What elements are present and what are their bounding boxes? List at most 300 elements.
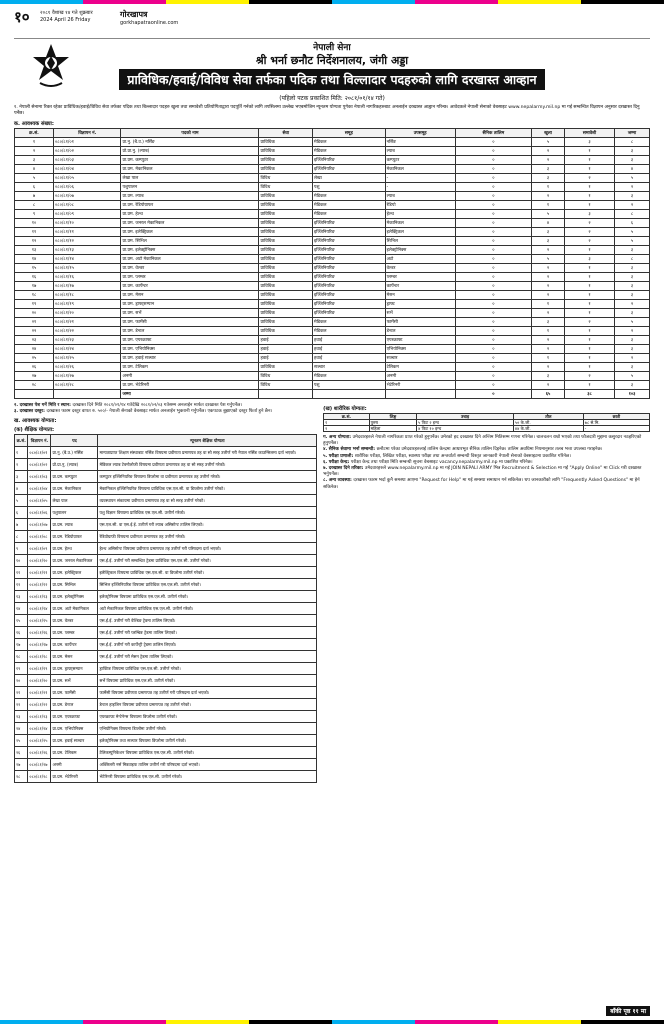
- physical-header-cell: उचाइ: [417, 414, 514, 420]
- note-text: उमेदवारहरुले www.nepalarmy.mil.np मा गई JOIN NEPALI ARMY भित्र Recruitment & Selection मा गई "Apply Online" मा Click गरी दरखास्त भर्नुपर्नेछ।: [323, 466, 642, 478]
- vacancy-cell: ३: [532, 237, 565, 246]
- vacancy-cell: १९: [15, 300, 54, 309]
- qualification-cell: भेटेरिनरी विषयमा प्राविधिक एस.एल.सी. उत्तीर्ण गरेको।: [98, 771, 317, 783]
- vacancy-cell: ०८०/८१/१९: [54, 300, 121, 309]
- vacancy-cell: १: [532, 300, 565, 309]
- vacancy-cell: ल्याब: [385, 147, 455, 156]
- qualification-row: [15, 459, 317, 471]
- vacancy-cell: प्राविधिक: [259, 165, 313, 174]
- qualification-cell: ०८०/८१/११: [28, 567, 51, 579]
- vacancy-cell: ३: [15, 156, 54, 165]
- vacancy-cell: १: [564, 273, 614, 282]
- vacancy-cell: प्रा.प्रम. ल्याब: [121, 192, 259, 201]
- vacancy-cell: ०: [455, 264, 531, 273]
- color-swatch: [83, 1020, 166, 1024]
- vacancy-cell: ०८०/८१/२७: [54, 372, 121, 381]
- note-heading: ३. दरखास्त दस्तुर:: [14, 409, 47, 415]
- vacancy-cell: प्रा.प्रम. जनरल मेकानिकल: [121, 219, 259, 228]
- vacancy-row: [15, 147, 650, 156]
- vacancy-cell: १: [564, 381, 614, 390]
- vacancy-cell: १७: [15, 282, 54, 291]
- vacancy-cell: इलेक्ट्रोनिक्स: [385, 246, 455, 255]
- vacancy-row: [15, 318, 650, 327]
- qualification-row: [15, 771, 317, 783]
- vacancy-cell: २: [615, 300, 650, 309]
- qualification-row: [15, 519, 317, 531]
- vacancy-cell: २: [532, 363, 565, 372]
- color-swatch: [415, 1020, 498, 1024]
- note-text: शारीरिक परीक्षा, लिखित परीक्षा, स्वास्थ्य परीक्षा तथा अन्तर्वार्ता सम्बन्धी विस्तृत जानकारी नेपाली सेनाको वेबसाइटमा प्रकाशित गरिनेछ।: [354, 453, 571, 459]
- vacancy-cell: ०८०/८१/१८: [54, 291, 121, 300]
- qualification-cell: एस.ई.ई. उत्तीर्ण गरी सम्बन्धित ट्रेडमा प्राविधिक एस.एल.सी. उत्तीर्ण गरेको।: [98, 555, 317, 567]
- vacancy-cell: ४: [532, 219, 565, 228]
- section-b-label: ख. आवश्यक योग्यता:: [14, 418, 57, 425]
- vacancy-cell: ०: [455, 273, 531, 282]
- qualification-cell: ०८०/८१/२६: [28, 747, 51, 759]
- vacancy-cell: प्राविधिक: [259, 147, 313, 156]
- qualification-cell: ४: [15, 483, 28, 495]
- vacancy-cell: अनमी: [385, 372, 455, 381]
- color-swatch: [166, 0, 249, 4]
- note-text: परीक्षा केन्द्र तथा परीक्षा मिति सम्बन्धी सूचना वेबसाइट vacancy.nepalarmy.mil.np मा प्रकाशित गरिनेछ।: [350, 459, 533, 465]
- qualification-cell: १२: [15, 579, 28, 591]
- vacancy-cell: ३: [532, 165, 565, 174]
- vacancy-cell: ०८०/८१/२५: [54, 354, 121, 363]
- note-heading: २. दरखास्त पेश गर्ने मिति र स्थान:: [14, 403, 73, 408]
- vacancy-row: [15, 354, 650, 363]
- vacancy-cell: १४: [15, 255, 54, 264]
- vacancy-cell: प्रा.प्रम. एयरक्राफ्ट: [121, 336, 259, 345]
- date-english: 2024 April 26 Friday: [40, 17, 91, 23]
- qualification-cell: प्रा.प्रम. रेडियोग्राफर: [51, 531, 98, 543]
- vacancy-cell: हवाई: [313, 345, 386, 354]
- vacancy-cell: २: [564, 318, 614, 327]
- qualification-cell: एयरक्राफ्ट मेन्टेनेन्स विषयमा डिप्लोमा उत्तीर्ण गरेको।: [98, 711, 317, 723]
- vacancy-header-cell: विज्ञापन नं.: [54, 129, 121, 138]
- color-swatch: [332, 0, 415, 4]
- vacancy-cell: ५: [532, 138, 565, 147]
- vacancy-cell: २: [532, 309, 565, 318]
- physical-cell: पुरुष: [369, 420, 416, 426]
- qualification-cell: ०८०/८१/०३: [28, 471, 51, 483]
- vacancy-total-cell: [385, 390, 455, 399]
- note-heading: ४. सैनिक सेवामा भर्ना सम्बन्धी:: [323, 447, 377, 453]
- vacancy-cell: प्रा.प्रम. सर्भे: [121, 309, 259, 318]
- color-registration-strip-bottom: [0, 1020, 664, 1024]
- vacancy-total-cell: जम्मा: [121, 390, 259, 399]
- qualification-header-cell: न्यूनतम शैक्षिक योग्यता: [98, 435, 317, 447]
- qualification-cell: प्रा.प्रम. कम्प्युटर: [51, 471, 98, 483]
- vacancy-row: [15, 309, 650, 318]
- qualification-row: [15, 507, 317, 519]
- qualification-cell: ०८०/८१/२२: [28, 699, 51, 711]
- qualification-row: [15, 675, 317, 687]
- vacancy-cell: सर्भे: [385, 309, 455, 318]
- vacancy-cell: ३: [615, 291, 650, 300]
- qualification-cell: ०८०/८१/२८: [28, 771, 51, 783]
- qualification-table: [14, 434, 317, 783]
- vacancy-total-row: [15, 390, 650, 399]
- vacancy-total-cell: ६५: [532, 390, 565, 399]
- qualification-cell: प्रा.प्रम. कार्पेन्टर: [51, 639, 98, 651]
- vacancy-cell: ०: [455, 336, 531, 345]
- vacancy-cell: प्राविधिक: [259, 219, 313, 228]
- vacancy-cell: टेलिकम: [385, 363, 455, 372]
- vacancy-cell: १: [564, 183, 614, 192]
- qualification-cell: २८: [15, 771, 28, 783]
- vacancy-cell: विविध: [259, 372, 313, 381]
- vacancy-cell: कार्पेन्टर: [385, 282, 455, 291]
- vacancy-cell: ०८०/८१/२८: [54, 381, 121, 390]
- vacancy-cell: फार्मेसी: [385, 318, 455, 327]
- vacancy-row: [15, 273, 650, 282]
- physical-cell: ५ फिट २ इन्च: [417, 420, 514, 426]
- vacancy-cell: ८: [615, 138, 650, 147]
- vacancy-cell: १: [564, 264, 614, 273]
- vacancy-cell: ५: [615, 174, 650, 183]
- vacancy-cell: ०: [455, 354, 531, 363]
- vacancy-row: [15, 300, 650, 309]
- qualification-cell: प्रा.नु. (बै.उ.) नर्सिङ: [51, 447, 98, 459]
- vacancy-cell: इञ्जिनियरिङ: [313, 309, 386, 318]
- vacancy-cell: प्रा.प्रम. अटो मेकानिकल: [121, 255, 259, 264]
- qualification-cell: मेकानिकल इञ्जिनियरिङ विषयमा प्राविधिक एस.एल.सी. वा डिप्लोमा उत्तीर्ण गरेको।: [98, 483, 317, 495]
- qualification-cell: हेल्थ असिस्टेन्ट विषयमा प्रवीणता प्रमाणपत्र तह उत्तीर्ण गरी परिषदमा दर्ता भएको।: [98, 543, 317, 555]
- vacancy-cell: प्रो.प्रा.नु. (ल्याब): [121, 147, 259, 156]
- qualification-cell: ०८०/८१/१०: [28, 555, 51, 567]
- org-name: नेपाली सेना: [313, 43, 351, 53]
- vacancy-cell: प्राविधिक: [259, 246, 313, 255]
- qualification-cell: ०८०/८१/०४: [28, 483, 51, 495]
- vacancy-cell: २: [532, 336, 565, 345]
- vacancy-header-cell: खुला: [532, 129, 565, 138]
- vacancy-cell: १: [564, 309, 614, 318]
- vacancy-header-cell: क्र.सं.: [15, 129, 54, 138]
- physical-table-title: (ख) शारीरिक योग्यता:: [323, 406, 367, 412]
- vacancy-cell: ५: [615, 318, 650, 327]
- vacancy-cell: ०: [455, 345, 531, 354]
- qualification-cell: १: [15, 447, 28, 459]
- vacancy-cell: १: [564, 291, 614, 300]
- vacancy-cell: ३: [615, 381, 650, 390]
- physical-cell: महिला: [369, 426, 416, 432]
- vacancy-cell: ३: [564, 138, 614, 147]
- qualification-header-cell: क्र.सं.: [15, 435, 28, 447]
- vacancy-row: [15, 165, 650, 174]
- vacancy-cell: १०: [15, 219, 54, 228]
- vacancy-cell: प्रा.नु. (बै.उ.) नर्सिङ: [121, 138, 259, 147]
- vacancy-cell: १: [532, 183, 565, 192]
- vacancy-cell: ०: [455, 327, 531, 336]
- vacancy-cell: २: [532, 273, 565, 282]
- vacancy-cell: कम्प्युटर: [385, 156, 455, 165]
- continued-label: बाँकी पृष्ठ ११ मा: [606, 1006, 650, 1016]
- lower-columns: [14, 403, 650, 783]
- qualification-cell: अटो मेकानिकल विषयमा प्राविधिक एस.एल.सी. उत्तीर्ण गरेको।: [98, 603, 317, 615]
- vacancy-cell: इञ्जिनियरिङ: [313, 219, 386, 228]
- qualification-row: [15, 651, 317, 663]
- physical-header-cell: लिङ्ग: [369, 414, 416, 420]
- qualification-cell: प्रा.प्रम. प्लम्बर: [51, 627, 98, 639]
- vacancy-row: [15, 228, 650, 237]
- nepal-army-emblem-icon: [32, 43, 70, 89]
- vacancy-cell: ८: [615, 210, 650, 219]
- qualification-row: [15, 639, 317, 651]
- note-text: दरखास्त फारम भर्दा कुनै समस्या आएमा "Request for Help" मा गई समस्या समाधान गर्न सकिनेछ। थप जानकारीको लागि "Frequently Asked Questions" मा हेर्न सकिनेछ।: [323, 478, 640, 490]
- qualification-cell: २७: [15, 759, 28, 771]
- note-paragraph: [323, 435, 650, 447]
- vacancy-cell: ०८०/८१/१०: [54, 219, 121, 228]
- vacancy-cell: प्राविधिक: [259, 210, 313, 219]
- note-paragraph: [14, 409, 317, 415]
- vacancy-cell: २१: [15, 318, 54, 327]
- qualification-cell: ०८०/८१/२१: [28, 687, 51, 699]
- note-paragraph: [323, 466, 650, 478]
- vacancy-cell: ०: [455, 183, 531, 192]
- vacancy-row: [15, 156, 650, 165]
- qualification-cell: ०८०/८१/१८: [28, 651, 51, 663]
- qualification-cell: सिभिल इञ्जिनियरिङ विषयमा प्राविधिक एस.एल.सी. उत्तीर्ण गरेको।: [98, 579, 317, 591]
- vacancy-cell: -: [385, 183, 455, 192]
- vacancy-cell: ०: [455, 201, 531, 210]
- color-swatch: [0, 0, 83, 4]
- vacancy-cell: ०: [455, 381, 531, 390]
- vacancy-cell: अटो: [385, 255, 455, 264]
- qualification-cell: प्रा.प्रम. हवाई सञ्चार: [51, 735, 98, 747]
- page-header: [14, 8, 650, 39]
- qualification-cell: २५: [15, 735, 28, 747]
- vacancy-cell: २: [532, 282, 565, 291]
- qualification-cell: प्रा.प्रम. एभियोनिक्स: [51, 723, 98, 735]
- qualification-cell: ९: [15, 543, 28, 555]
- vacancy-cell: २८: [15, 381, 54, 390]
- vacancy-cell: प्राविधिक: [259, 309, 313, 318]
- vacancy-row: [15, 237, 650, 246]
- vacancy-cell: ०८०/८१/०८: [54, 201, 121, 210]
- vacancy-header-cell: समूह: [313, 129, 386, 138]
- vacancy-cell: मेडिकल: [313, 210, 386, 219]
- vacancy-cell: ०८०/८१/०४: [54, 165, 121, 174]
- vacancy-cell: १: [564, 354, 614, 363]
- vacancy-cell: ०८०/८१/०७: [54, 192, 121, 201]
- qualification-cell: प्रा.प्रम. हेल्थ: [51, 543, 98, 555]
- qualification-header-cell: पद: [51, 435, 98, 447]
- vacancy-header-cell: सेवा: [259, 129, 313, 138]
- vacancy-cell: १: [15, 138, 54, 147]
- qualification-row: [15, 531, 317, 543]
- vacancy-total-cell: [54, 390, 121, 399]
- qualification-cell: ८: [15, 531, 28, 543]
- qualification-cell: मेडिकल ल्याब टेक्नोलोजी विषयमा प्रवीणता प्रमाणपत्र तह वा सो सरह उत्तीर्ण गरेको।: [98, 459, 317, 471]
- vacancy-cell: ल्याब: [385, 192, 455, 201]
- vacancy-cell: मेडिकल: [313, 201, 386, 210]
- note-text: उमेदवारहरुले नेपाली नागरिकता प्राप्त गरेको हुनुपर्नेछ। उमेरको हद दरखास्त दिने अन्तिम मितिसम्म गणना गरिनेछ। चालचलन राम्रो भएको तथा फौजदारी मुद्दामा कसुरदार नठहरिएको हुनुपर्नेछ।: [323, 435, 642, 447]
- vacancy-cell: ६: [615, 219, 650, 228]
- vacancy-cell: ३: [564, 210, 614, 219]
- vacancy-cell: प्रा.प्रम. हवाई सञ्चार: [121, 354, 259, 363]
- qualification-cell: २: [15, 459, 28, 471]
- qualification-cell: लेखा पाल: [51, 495, 98, 507]
- vacancy-cell: ११: [15, 228, 54, 237]
- qualification-cell: इलेक्ट्रिकल विषयमा प्राविधिक एस.एल.सी. वा डिप्लोमा उत्तीर्ण गरेको।: [98, 567, 317, 579]
- notice-masthead: [14, 43, 650, 93]
- qualification-cell: ०८०/८१/१९: [28, 663, 51, 675]
- vacancy-cell: प्रा.प्रम. इलेक्ट्रिकल: [121, 228, 259, 237]
- qualification-cell: एस.ई.ई. उत्तीर्ण गरी मेसन ट्रेडमा तालिम लिएको।: [98, 651, 317, 663]
- vacancy-cell: सञ्चार: [385, 354, 455, 363]
- qualification-cell: ०८०/८१/०६: [28, 507, 51, 519]
- page-number: १०: [14, 8, 30, 26]
- qualification-cell: ०८०/८१/०८: [28, 531, 51, 543]
- vacancy-cell: २: [15, 147, 54, 156]
- qualification-cell: सर्भे विषयमा प्राविधिक एस.एल.सी. उत्तीर्ण गरेको।: [98, 675, 317, 687]
- left-column: [14, 403, 317, 783]
- vacancy-cell: ०८०/८१/२२: [54, 327, 121, 336]
- vacancy-cell: प्रा.प्रम. एभियोनिक्स: [121, 345, 259, 354]
- section-b-sub-label: (क) शैक्षिक योग्यता:: [14, 427, 55, 434]
- physical-cell: १: [324, 420, 370, 426]
- vacancy-cell: २: [532, 246, 565, 255]
- vacancy-cell: १३: [15, 246, 54, 255]
- vacancy-cell: प्रा.प्रम. हेल्थ: [121, 210, 259, 219]
- vacancy-row: [15, 246, 650, 255]
- qualification-cell: १३: [15, 591, 28, 603]
- vacancy-cell: मेकानिकल: [385, 219, 455, 228]
- qualification-cell: एस.एल.सी. वा एस.ई.ई. उत्तीर्ण गरी ल्याब असिस्टेन्ट तालिम लिएको।: [98, 519, 317, 531]
- qualification-cell: ०८०/८१/१७: [28, 639, 51, 651]
- note-paragraph: [323, 478, 650, 490]
- qualification-cell: पशुपालन: [51, 507, 98, 519]
- qualification-row: [15, 555, 317, 567]
- qualification-row: [15, 723, 317, 735]
- vacancy-row: [15, 381, 650, 390]
- qualification-cell: एस.ई.ई. उत्तीर्ण गरी वेल्डिङ ट्रेडमा तालिम लिएको।: [98, 615, 317, 627]
- vacancy-cell: सञ्चार: [313, 363, 386, 372]
- vacancy-cell: प्रा.प्रम. इलेक्ट्रोनिक्स: [121, 246, 259, 255]
- vacancy-cell: २: [564, 372, 614, 381]
- qualification-cell: प्रा.प्रम. एयरक्राफ्ट: [51, 711, 98, 723]
- qualification-row: [15, 735, 317, 747]
- physical-row: [324, 426, 650, 432]
- vacancy-cell: ०८०/८१/१३: [54, 246, 121, 255]
- vacancy-cell: पशु: [313, 183, 386, 192]
- qualification-cell: व्यवस्थापन संकायमा प्रवीणता प्रमाणपत्र तह वा सो सरह उत्तीर्ण गरेको।: [98, 495, 317, 507]
- vacancy-row: [15, 210, 650, 219]
- vacancy-cell: १: [564, 363, 614, 372]
- color-swatch: [166, 1020, 249, 1024]
- vacancy-cell: २: [532, 147, 565, 156]
- date-nepali: २०८१ वैशाख १४ गते शुक्रबार: [40, 10, 93, 16]
- qualification-cell: टेलिकम्युनिकेशन विषयमा प्राविधिक एस.एल.सी. उत्तीर्ण गरेको।: [98, 747, 317, 759]
- qualification-table-header: [15, 435, 317, 447]
- vacancy-cell: प्राविधिक: [259, 273, 313, 282]
- vacancy-cell: प्रा.प्रम. वेल्डर: [121, 264, 259, 273]
- vacancy-cell: २: [532, 381, 565, 390]
- qualification-cell: प्रा.प्रम. भेटेरिनरी: [51, 771, 98, 783]
- color-registration-strip-top: [0, 0, 664, 4]
- qualification-cell: प्रा.प्रम. डेन्टल: [51, 699, 98, 711]
- qualification-cell: १८: [15, 651, 28, 663]
- vacancy-cell: प्राविधिक: [259, 201, 313, 210]
- qualification-cell: रेडियोग्राफी विषयमा प्रवीणता प्रमाणपत्र तह उत्तीर्ण गरेको।: [98, 531, 317, 543]
- vacancy-cell: ०८०/८१/१५: [54, 264, 121, 273]
- qualification-row: [15, 471, 317, 483]
- vacancy-cell: हवाई: [313, 336, 386, 345]
- vacancy-cell: ३: [615, 264, 650, 273]
- vacancy-cell: ड्राफ्ट: [385, 300, 455, 309]
- vacancy-cell: प्राविधिक: [259, 138, 313, 147]
- color-swatch: [249, 1020, 332, 1024]
- qualification-cell: पशु विज्ञान विषयमा प्राविधिक एस.एल.सी. उत्तीर्ण गरेको।: [98, 507, 317, 519]
- vacancy-row: [15, 219, 650, 228]
- section-a-label: क. आवश्यक संख्या:: [14, 121, 54, 127]
- vacancy-cell: १: [564, 246, 614, 255]
- dept-name: श्री भर्ना छनौट निर्देशनालय, जंगी अड्डा: [255, 54, 409, 67]
- vacancy-cell: प्राविधिक: [259, 237, 313, 246]
- note-heading: ६. परीक्षा केन्द्र:: [323, 459, 351, 465]
- vacancy-cell: प्रा.प्रम. टेलिकम: [121, 363, 259, 372]
- qualification-cell: १६: [15, 627, 28, 639]
- vacancy-total-cell: [259, 390, 313, 399]
- vacancy-cell: २: [564, 237, 614, 246]
- vacancy-cell: रेडियो: [385, 201, 455, 210]
- vacancy-cell: २: [615, 327, 650, 336]
- vacancy-cell: २: [615, 354, 650, 363]
- qualification-cell: प्रा.प्रम. टेलिकम: [51, 747, 98, 759]
- qualification-cell: १५: [15, 615, 28, 627]
- qualification-cell: प्रा.प्रम. मेकानिकल: [51, 483, 98, 495]
- vacancy-cell: १: [564, 300, 614, 309]
- physical-cell: ४ फिट १० इन्च: [417, 426, 514, 432]
- notes-right: [323, 435, 650, 491]
- vacancy-cell: इञ्जिनियरिङ: [313, 264, 386, 273]
- qualification-row: [15, 663, 317, 675]
- vacancy-cell: ०: [455, 237, 531, 246]
- vacancy-cell: प्रा.प्रम. प्लम्बर: [121, 273, 259, 282]
- qualification-cell: इलेक्ट्रोनिक्स तथा सञ्चार विषयमा डिप्लोमा उत्तीर्ण गरेको।: [98, 735, 317, 747]
- vacancy-total-cell: ३८: [564, 390, 614, 399]
- vacancy-cell: -: [385, 174, 455, 183]
- vacancy-cell: हेल्थ: [385, 210, 455, 219]
- vacancy-cell: २३: [15, 336, 54, 345]
- color-swatch: [415, 0, 498, 4]
- vacancy-cell: ३: [615, 192, 650, 201]
- qualification-cell: कम्प्युटर इञ्जिनियरिङ विषयमा डिप्लोमा वा प्रवीणता प्रमाणपत्र तह उत्तीर्ण गरेको।: [98, 471, 317, 483]
- qualification-cell: फार्मेसी विषयमा प्रवीणता प्रमाणपत्र तह उत्तीर्ण गरी परिषदमा दर्ता भएको।: [98, 687, 317, 699]
- vacancy-cell: मेडिकल: [313, 147, 386, 156]
- qualification-cell: ०८०/८१/०५: [28, 495, 51, 507]
- vacancy-cell: ८: [615, 255, 650, 264]
- physical-cell: ४४ के.जी.: [513, 426, 583, 432]
- vacancy-cell: ७: [15, 192, 54, 201]
- physical-cell: ५० के.जी.: [513, 420, 583, 426]
- qualification-cell: प्रा.प्रम. मेसन: [51, 651, 98, 663]
- vacancy-cell: प्राविधिक: [259, 291, 313, 300]
- vacancy-cell: २६: [15, 363, 54, 372]
- qualification-cell: १९: [15, 663, 28, 675]
- vacancy-cell: मेडिकल: [313, 138, 386, 147]
- qualification-cell: प्रो.प्रा.नु. (ल्याब): [51, 459, 98, 471]
- qualification-cell: ०८०/८१/२७: [28, 759, 51, 771]
- note-heading: ५. परीक्षा प्रणाली:: [323, 453, 355, 459]
- vacancy-cell: २: [564, 174, 614, 183]
- vacancy-cell: ४: [615, 165, 650, 174]
- vacancy-cell: १६: [15, 273, 54, 282]
- vacancy-cell: प्रा.प्रम. फार्मेसी: [121, 318, 259, 327]
- vacancy-cell: एभियोनिक्स: [385, 345, 455, 354]
- vacancy-row: [15, 363, 650, 372]
- vacancy-cell: भेटेरिनरी: [385, 381, 455, 390]
